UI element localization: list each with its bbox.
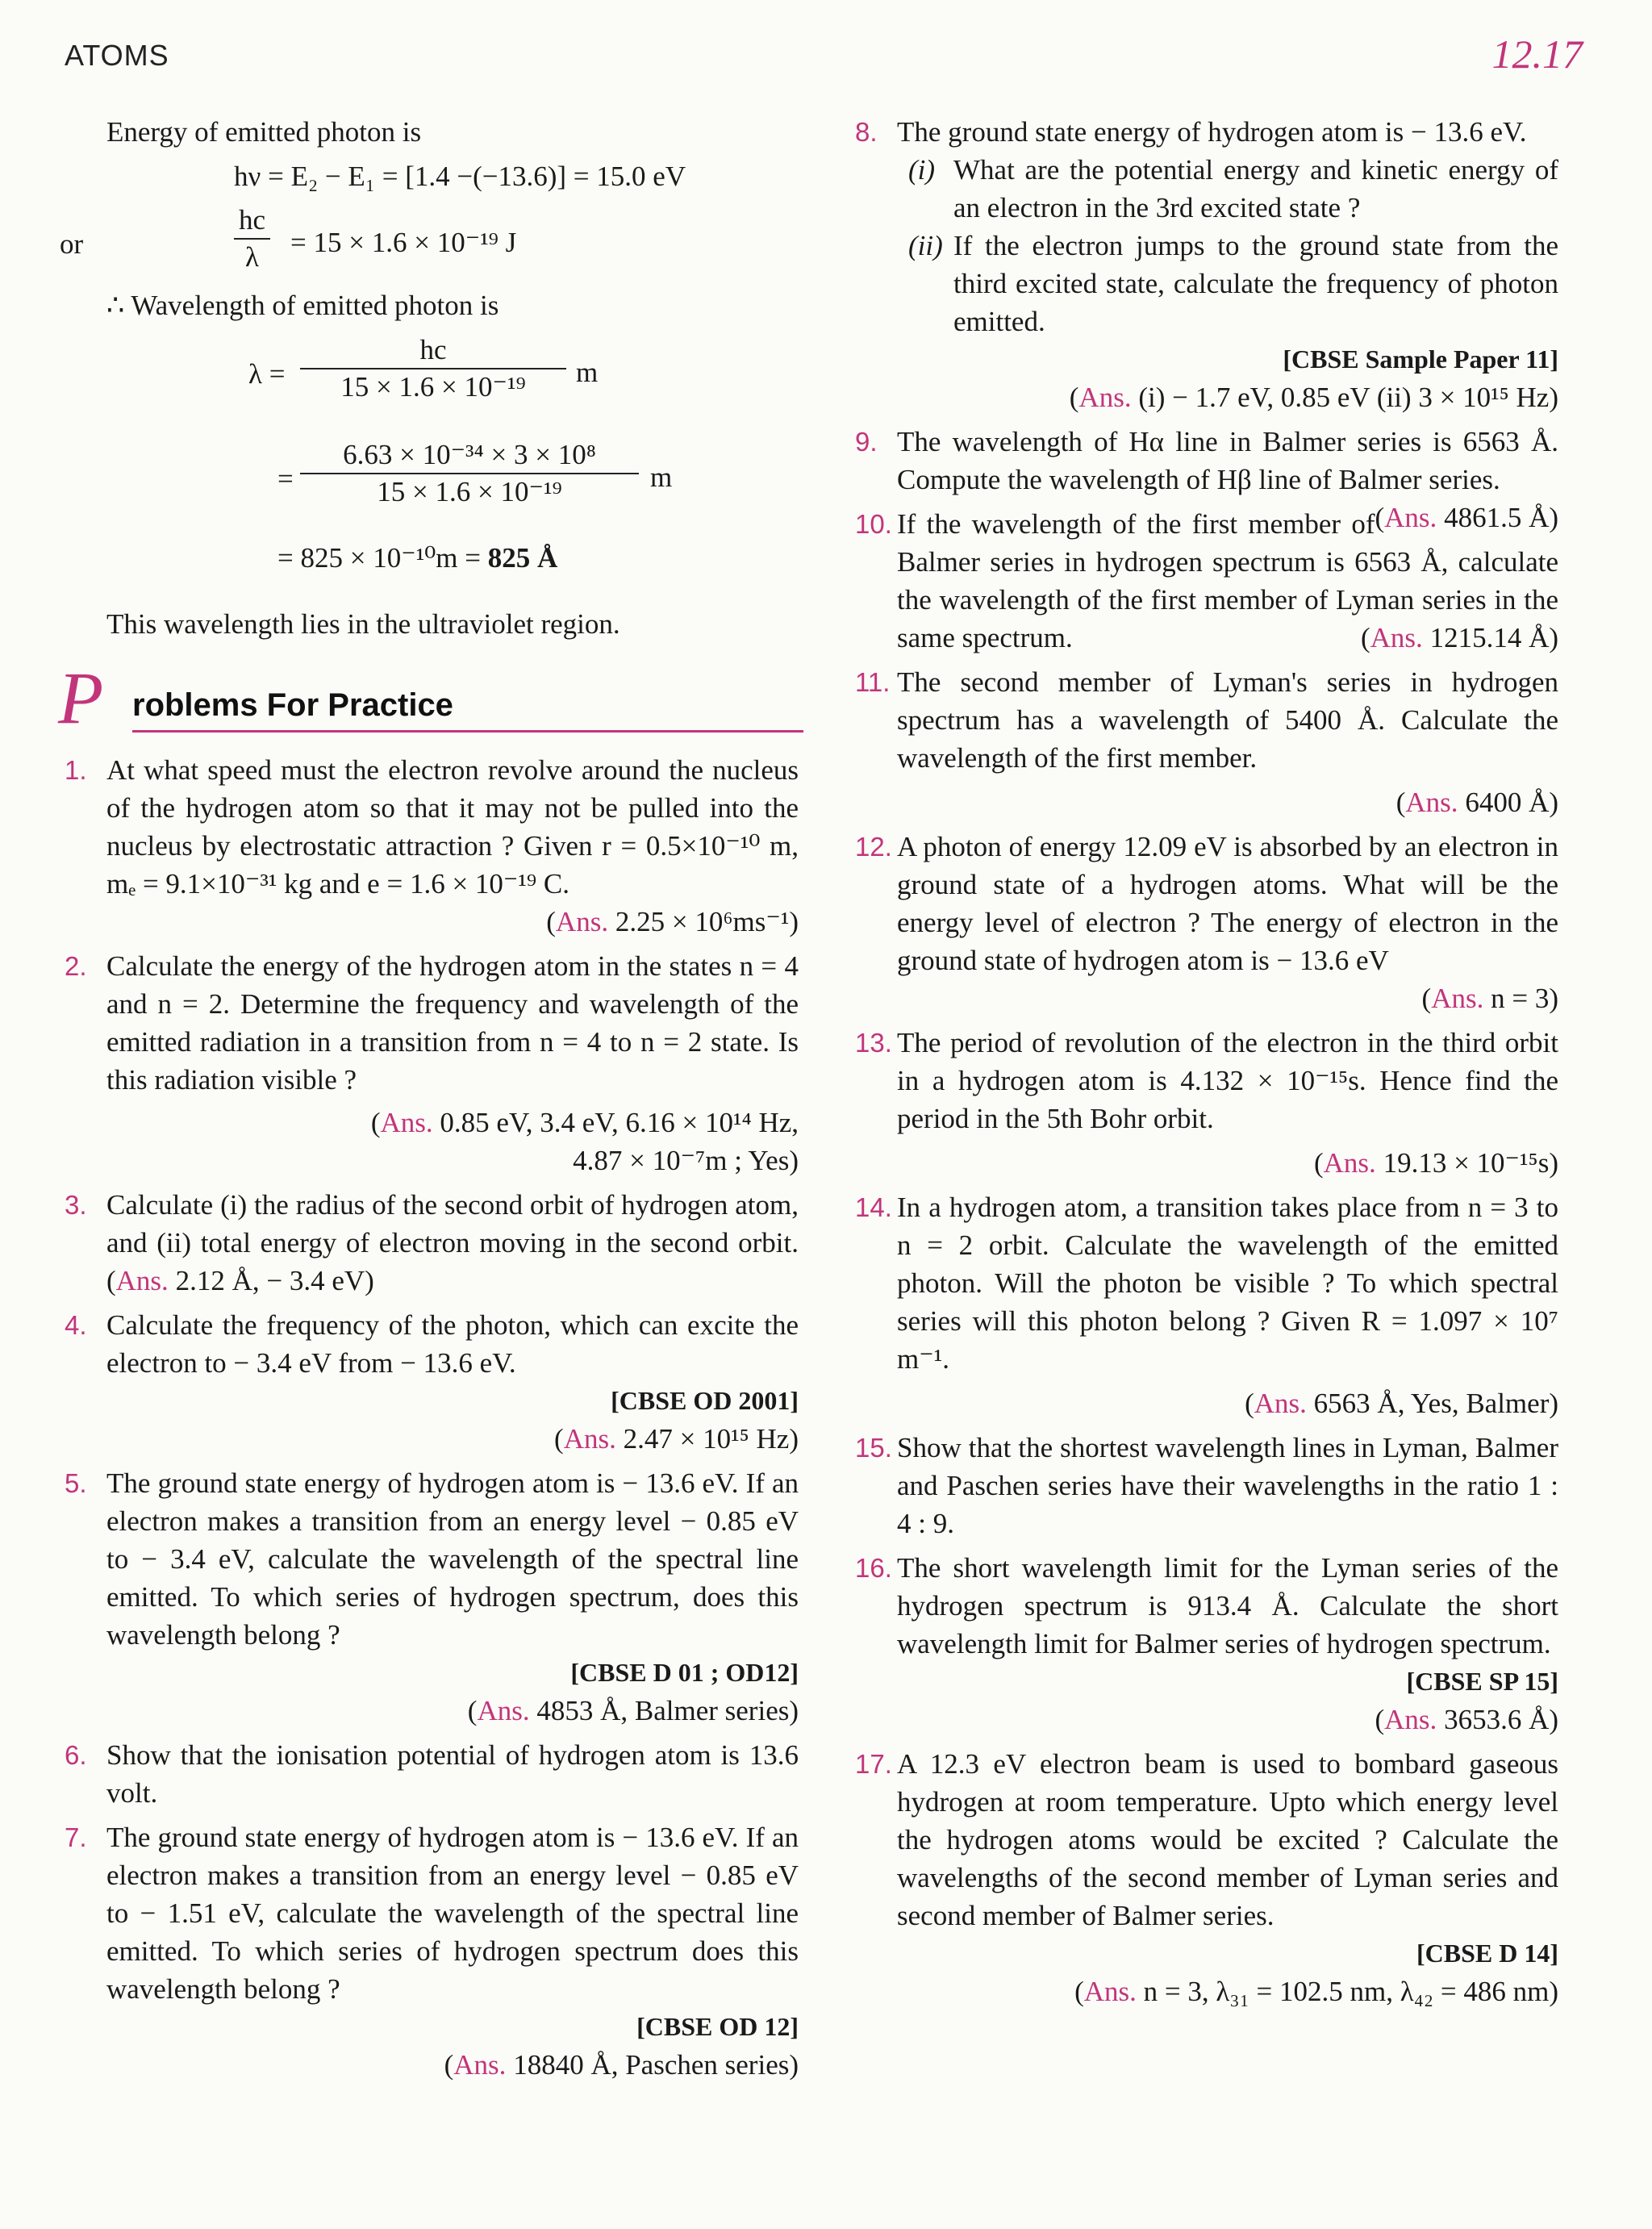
problem-number: 17. <box>855 1749 892 1779</box>
equals-sign: = <box>277 463 294 495</box>
equation-hc-lambda <box>60 202 799 283</box>
problem-answer: (Ans. (i) − 1.7 eV, 0.85 eV (ii) 3 × 10¹⁵ Hz) <box>1069 382 1558 413</box>
problem-text: The ground state energy of hydrogen atom is − 13.6 eV. If an electron makes a transition from an energy level − 0.85 eV to − 1.51 eV, calculate the wavelength of the spectral line emitted. To which series of hydrogen spectrum does this wavelength belong ? <box>106 1822 799 2005</box>
problem-answer: (Ans. 1215.14 Å) <box>1361 622 1558 653</box>
unit-m: m <box>576 357 599 388</box>
answer-label: Ans. <box>1431 983 1484 1014</box>
problem-text: If the wavelength of the first member of Balmer series in hydrogen spectrum is 6563 Å, calculate the wavelength of the first member of Lyman series in the same spectrum. <box>897 508 1558 653</box>
subpart-text: If the electron jumps to the ground state from the third excited state, calculate the frequency of photon emitted. <box>953 230 1558 337</box>
problem-source: [CBSE D 01 ; OD12] <box>570 1658 799 1687</box>
section-heading <box>58 657 799 740</box>
answer-label: Ans. <box>380 1107 433 1138</box>
answer-value: 2.47 × 10¹⁵ Hz) <box>623 1423 799 1455</box>
problem-answer: (Ans. 0.85 eV, 3.4 eV, 6.16 × 10¹⁴ Hz, <box>370 1107 799 1138</box>
answer-label: Ans. <box>1078 382 1132 413</box>
problem-number: 3. <box>65 1190 87 1220</box>
problem-source: [CBSE OD 12] <box>636 2012 799 2041</box>
problem-number: 1. <box>65 755 87 785</box>
problem-text: Show that the ionisation potential of hydrogen atom is 13.6 volt. <box>106 1739 799 1809</box>
answer-label: Ans. <box>1370 622 1423 653</box>
answer-value: 6400 Å) <box>1465 787 1558 818</box>
solution-conclusion: This wavelength lies in the ultraviolet region. <box>106 608 620 640</box>
problem-number: 7. <box>65 1822 87 1852</box>
equation-energy-text: hν = E₂ − E₁ = [1.4 −(−13.6)] = 15.0 eV <box>234 161 686 192</box>
problem-number: 6. <box>65 1740 87 1770</box>
fraction-hc-lambda <box>234 202 270 275</box>
fraction-denominator: 15 × 1.6 × 10⁻¹⁹ <box>377 476 562 507</box>
answer-value: 19.13 × 10⁻¹⁵s) <box>1383 1147 1558 1179</box>
unit-m: m <box>650 461 673 493</box>
chapter-title: ATOMS <box>65 39 169 72</box>
answer-label: Ans. <box>115 1265 169 1296</box>
problem-number: 15. <box>855 1433 892 1463</box>
problem-number: 13. <box>855 1028 892 1058</box>
problem-text: A 12.3 eV electron beam is used to bombard gaseous hydrogen at room temperature. Upto which energy level the hydrogen atoms would be excited ? Calculate the wavelengths of the second member of Lyman series and second member of Balmer series. <box>897 1748 1558 1931</box>
problem-number: 11. <box>855 667 891 697</box>
answer-value: 2.25 × 10⁶ms⁻¹) <box>615 906 799 937</box>
problem-text: The short wavelength limit for the Lyman series of the hydrogen spectrum is 913.4 Å. Calculate the short wavelength limit for Balmer series of hydrogen spectrum. <box>897 1552 1558 1659</box>
problem-item <box>855 1745 1558 2010</box>
page-number: 12.17 <box>1491 31 1583 77</box>
problem-text: Show that the shortest wavelength lines in Lyman, Balmer and Paschen series have their wavelengths in the ratio 1 : 4 : 9. <box>897 1432 1558 1539</box>
answer-label: Ans. <box>1254 1388 1307 1419</box>
problem-answer: (Ans. 2.47 × 10¹⁵ Hz) <box>554 1423 799 1455</box>
answer-label: Ans. <box>563 1423 616 1455</box>
problem-item <box>65 1736 799 1812</box>
answer-value: 3653.6 Å) <box>1444 1704 1558 1735</box>
problem-text: At what speed must the electron revolve around the nucleus of the hydrogen atom so that it may not be pulled into the nucleus by electrostatic attraction ? Given r = 0.5×10⁻¹⁰ m, mₑ = 9.1×10⁻³¹ kg and e = 1.6 × 10⁻¹⁹ C. <box>106 754 799 900</box>
answer-value: n = 3) <box>1491 983 1558 1014</box>
problem-answer: (Ans. 6400 Å) <box>1395 787 1558 818</box>
answer-value: 4853 Å, Balmer series) <box>536 1695 799 1726</box>
answer-value: 2.12 Å, − 3.4 eV) <box>175 1265 374 1296</box>
problem-item <box>855 1188 1558 1422</box>
equation-result-bold: 825 Å <box>487 542 558 574</box>
problem-text: Calculate the frequency of the photon, which can excite the electron to − 3.4 eV from − 13.6 eV. <box>106 1309 799 1379</box>
problem-number: 12. <box>855 832 892 862</box>
answer-label: Ans. <box>1405 787 1458 818</box>
problem-item <box>65 1186 799 1300</box>
problem-text: Calculate the energy of the hydrogen atom in the states n = 4 and n = 2. Determine the frequency and wavelength of the emitted radiation in a transition from n = 4 to n = 2 state. Is this radiation visible ? <box>106 950 799 1096</box>
problem-number: 9. <box>855 427 878 457</box>
problem-subpart <box>897 151 1558 227</box>
problem-text: The wavelength of Hα line in Balmer series is 6563 Å. Compute the wavelength of Hβ line of Balmer series. <box>897 426 1558 495</box>
problem-item <box>855 1429 1558 1542</box>
answer-label: Ans. <box>1323 1147 1376 1179</box>
problem-number: 14. <box>855 1192 892 1222</box>
problem-source: [CBSE D 14] <box>1416 1939 1558 1968</box>
problem-number: 10. <box>855 509 892 539</box>
answer-value: (i) − 1.7 eV, 0.85 eV (ii) 3 × 10¹⁵ Hz) <box>1138 382 1558 413</box>
wavelength-intro: ∴ Wavelength of emitted photon is <box>106 290 499 321</box>
problem-number: 8. <box>855 117 878 147</box>
fraction-denominator: λ <box>245 241 260 273</box>
fraction-numerator: 6.63 × 10⁻³⁴ × 3 × 10⁸ <box>300 437 639 474</box>
answer-value: 1215.14 Å) <box>1429 622 1558 653</box>
answer-label: Ans. <box>1384 502 1437 533</box>
equation-lambda-1 <box>65 332 799 413</box>
section-initial: P <box>58 657 104 739</box>
answer-value-continued: 4.87 × 10⁻⁷m ; Yes) <box>573 1145 799 1176</box>
problem-answer: (Ans. 2.25 × 10⁶ms⁻¹) <box>546 906 799 937</box>
answer-label: Ans. <box>1384 1704 1437 1735</box>
problem-number: 16. <box>855 1553 892 1583</box>
problem-item <box>65 1464 799 1730</box>
equation-lambda-result <box>65 536 799 581</box>
problem-text: Calculate (i) the radius of the second orbit of hydrogen atom, and (ii) total energy of electron moving in the second orbit. <box>106 1189 799 1259</box>
problem-answer: (Ans. n = 3) <box>1421 983 1558 1014</box>
problem-text-with-answer <box>897 505 1558 657</box>
problem-source: [CBSE SP 15] <box>1406 1667 1558 1696</box>
problem-source: [CBSE Sample Paper 11] <box>1283 344 1558 374</box>
answer-value: 0.85 eV, 3.4 eV, 6.16 × 10¹⁴ Hz, <box>440 1107 799 1138</box>
answer-value: 6563 Å, Yes, Balmer) <box>1313 1388 1558 1419</box>
problem-text-with-answer: Calculate (i) the radius of the second orbit of hydrogen atom, and (ii) total energy of electron moving in the second orbit. (Ans. 2.12 Å, − 3.4 eV) <box>106 1189 799 1296</box>
problem-item <box>855 113 1558 416</box>
problem-subpart <box>897 227 1558 340</box>
section-rule <box>132 730 803 733</box>
equation-lambda-2 <box>65 437 799 518</box>
problem-text: In a hydrogen atom, a transition takes place from n = 3 to n = 2 orbit. Calculate the wavelength of the emitted photon. Will the photon be visible ? To which spectral series will this photon belong ? Given R = 1.097 × 10⁷ m⁻¹. <box>897 1192 1558 1375</box>
problem-answer: (Ans. 3653.6 Å) <box>1375 1704 1558 1735</box>
problem-item <box>65 1306 799 1458</box>
problem-source: [CBSE OD 2001] <box>611 1386 799 1415</box>
problem-item <box>855 1024 1558 1182</box>
problem-text: The ground state energy of hydrogen atom is − 13.6 eV. If an electron makes a transition from an energy level − 0.85 eV to − 3.4 eV, calculate the wavelength of the spectral line emitted. To which series of hydrogen spectrum, does this wavelength belong ? <box>106 1467 799 1651</box>
equation-hc-rhs: = 15 × 1.6 × 10⁻¹⁹ J <box>290 227 517 258</box>
equation-result-line <box>277 539 557 577</box>
problem-item <box>855 663 1558 821</box>
fraction-numerator: hc <box>300 332 566 369</box>
problem-answer: (Ans. 6563 Å, Yes, Balmer) <box>1245 1388 1558 1419</box>
answer-value: n = 3, λ₃₁ = 102.5 nm, λ₄₂ = 486 nm) <box>1143 1976 1558 2007</box>
right-column <box>855 113 1558 2017</box>
problem-item <box>855 828 1558 1017</box>
subpart-label: (ii) <box>908 230 943 261</box>
answer-label: Ans. <box>477 1695 530 1726</box>
answer-value: 18840 Å, Paschen series) <box>513 2049 799 2081</box>
problem-answer: (Ans. 4853 Å, Balmer series) <box>467 1695 799 1726</box>
problem-text: The period of revolution of the electron in the third orbit in a hydrogen atom is 4.132 × 10⁻¹⁵s. Hence find the period in the 5th Bohr orbit. <box>897 1027 1558 1134</box>
subpart-text: What are the potential energy and kinetic energy of an electron in the 3rd excited state ? <box>953 154 1558 223</box>
problem-text: The second member of Lyman's series in hydrogen spectrum has a wavelength of 5400 Å. Calculate the wavelength of the first member. <box>897 666 1558 774</box>
equation-result-text: = 825 × 10⁻¹⁰m = <box>277 542 488 574</box>
answer-value: 4861.5 Å) <box>1444 502 1558 533</box>
or-label: or <box>60 228 84 260</box>
fraction-lambda-1 <box>300 332 566 405</box>
solution-intro: Energy of emitted photon is <box>106 116 422 148</box>
problem-text: The ground state energy of hydrogen atom is − 13.6 eV. <box>897 116 1527 148</box>
answer-label: Ans. <box>555 906 609 937</box>
problem-number: 2. <box>65 951 87 981</box>
fraction-numerator: hc <box>234 202 270 240</box>
equation-energy <box>65 154 799 199</box>
problem-answer: (Ans. n = 3, λ₃₁ = 102.5 nm, λ₄₂ = 486 nm) <box>1074 1976 1558 2007</box>
problem-answer: (Ans. 19.13 × 10⁻¹⁵s) <box>1314 1147 1558 1179</box>
problem-item <box>65 947 799 1179</box>
problem-text: A photon of energy 12.09 eV is absorbed by an electron in ground state of a hydrogen atoms. What will be the energy level of electron ? The energy of electron in the ground state of hydrogen atom is − 13.6 eV <box>897 831 1558 976</box>
subpart-label: (i) <box>908 154 936 186</box>
answer-label: Ans. <box>453 2049 507 2081</box>
problem-item <box>855 1549 1558 1739</box>
problem-item <box>65 1818 799 2084</box>
section-title-text: roblems For Practice <box>132 687 453 723</box>
answer-label: Ans. <box>1083 1976 1137 2007</box>
problem-text-with-answer <box>897 423 1558 533</box>
problem-item <box>65 751 799 941</box>
fraction-denominator: 15 × 1.6 × 10⁻¹⁹ <box>340 371 526 403</box>
left-column <box>58 113 799 2090</box>
problem-number: 5. <box>65 1468 87 1498</box>
problem-answer: (Ans. 18840 Å, Paschen series) <box>444 2049 799 2081</box>
problem-number: 4. <box>65 1310 87 1340</box>
lambda-lhs: λ = <box>248 358 286 390</box>
fraction-lambda-2 <box>300 437 639 510</box>
problem-answer: (Ans. 4861.5 Å) <box>1375 502 1558 533</box>
problem-item <box>855 505 1558 657</box>
